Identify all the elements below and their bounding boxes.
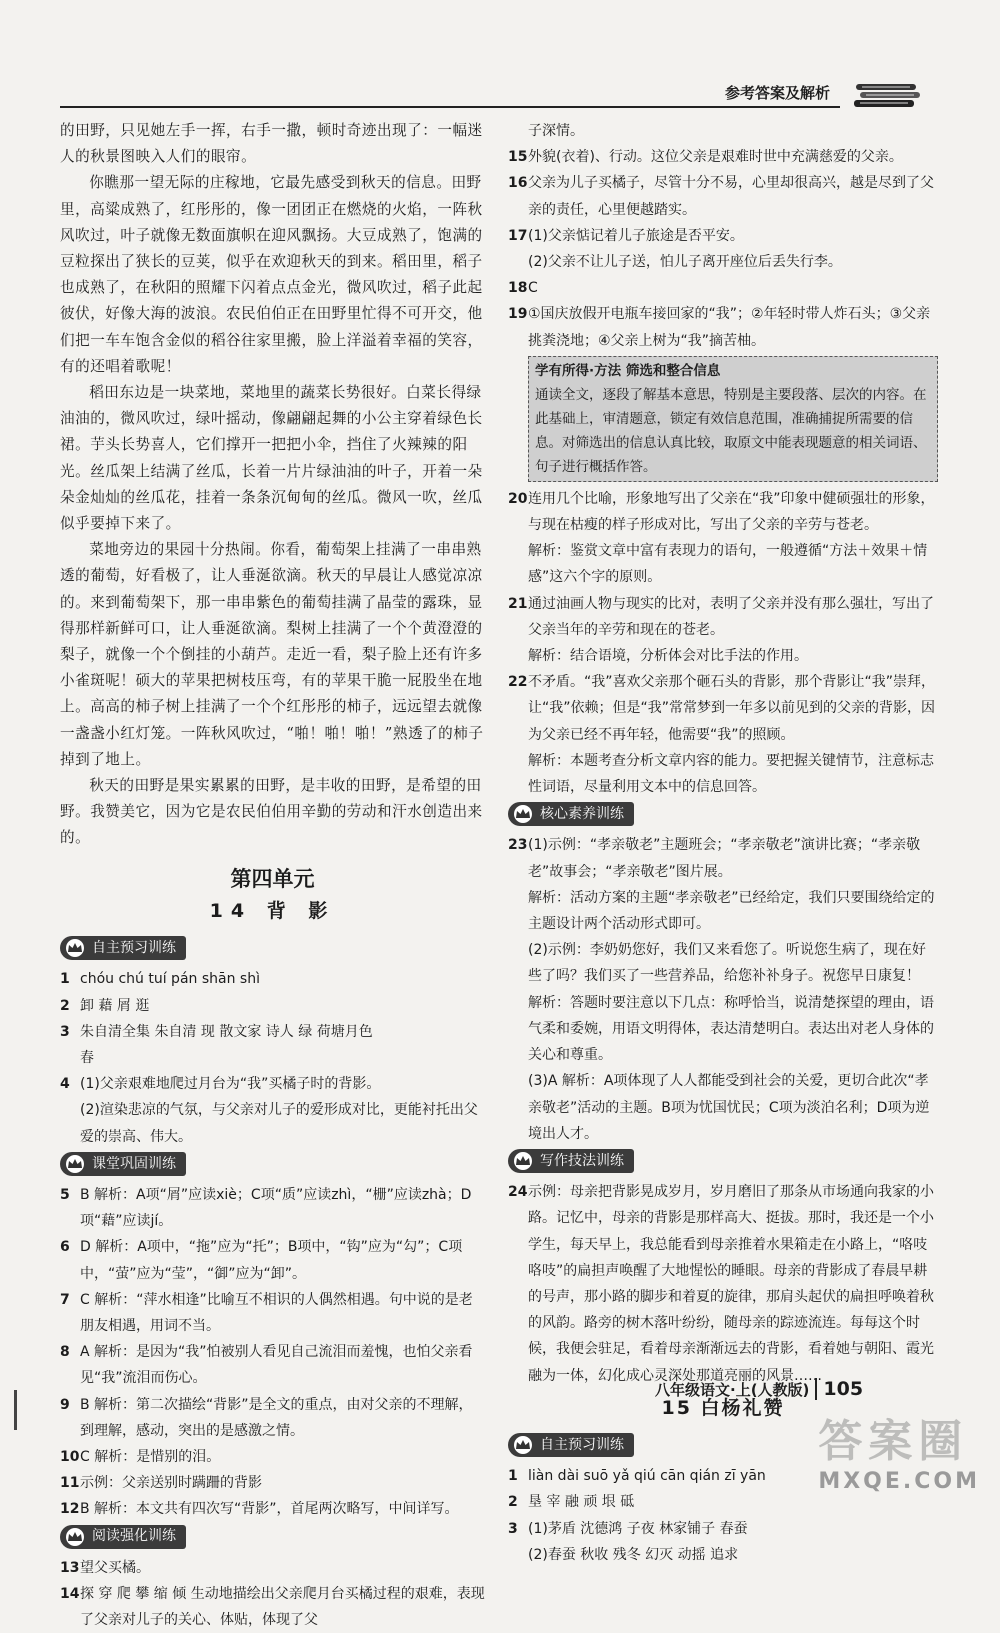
item-number: 14 [60,1585,80,1602]
item-text: 示例：父亲送别时蹒跚的背影 [80,1475,262,1492]
item-number: 7 [60,1291,70,1308]
item-text: 外貌(衣着)、行动。这位父亲是艰难时世中充满慈爱的父亲。 [528,149,903,166]
item-number [508,1068,528,1147]
item-text: B 解析：A项“屑”应读xiè；C项“质”应读zhì，“栅”应读zhà；D项“藉”应读jí。 [80,1186,472,1230]
crown-icon [64,1155,86,1173]
item-number: 9 [60,1396,70,1413]
section-heading [508,1149,634,1173]
item-text: B 解析：第二次描绘“背影”是全文的重点，由对父亲的不理解，到理解，感动，突出的是感激之情。 [80,1396,473,1439]
essay-paragraph: 秋天的田野是果实累累的田野，是丰收的田野，是希望的田野。我赞美它，因为它是农民伯伯用辛勤的劳动和汗水创造出来的。 [60,777,483,847]
section-label: 阅读强化训练 [92,1528,176,1545]
method-tip-box [528,356,938,482]
section-label: 课堂巩固训练 [92,1155,176,1172]
left-column [60,118,485,1633]
answer-item [508,486,938,538]
answer-item [508,832,938,884]
item-number: 11 [60,1475,80,1492]
item-text: 解析：活动方案的主题“孝亲敬老”已经给定，我们只要围绕给定的主题设计两个活动形式即可。 [528,889,935,933]
item-text: (1)父亲惦记着儿子旅途是否平安。 [528,227,744,244]
answer-item [508,538,938,590]
item-text: 通过油画人物与现实的比对，表明了父亲并没有那么强壮，写出了父亲当年的辛劳和现在的苍老。 [528,595,934,638]
answer-item [60,1071,485,1097]
item-text: 解析：本题考查分析文章内容的能力。要把握关键情节，注意标志性词语，尽量利用文本中的信息回答。 [528,752,934,796]
method-tip-heading: 学有所得·方法 筛选和整合信息 [535,362,721,379]
item-number: 3 [508,1520,518,1537]
crown-icon [512,1436,534,1454]
item-number: 3 [60,1023,70,1040]
item-text: (2)示例：李奶奶您好，我们又来看您了。听说您生病了，现在好些了吗？我们买了一些营养品，给您补补身子。祝您早日康复！ [528,942,926,985]
item-number [60,1097,80,1149]
item-number: 2 [60,997,70,1014]
answer-item [60,1097,485,1149]
item-number: 22 [508,674,528,691]
item-number [508,538,528,590]
lesson-title: 15 白杨礼赞 [661,1396,785,1419]
item-number [508,1542,528,1568]
answer-item [508,990,938,1069]
item-text: 子深情。 [528,123,584,139]
item-text: (2)父亲不让儿子送，怕儿子离开座位后丢失行李。 [528,254,842,271]
crown-icon [512,805,534,823]
essay-paragraph: 菜地旁边的果园十分热闹。你看，葡萄架上挂满了一串串熟透的葡萄，好看极了，让人垂涎欲滴。秋天的早晨让人感觉凉凉的。来到葡萄架下，那一串串紫色的葡萄挂满了晶莹的露珠，显得那样新鲜可口，让人垂涎欲滴。梨树上挂满了一个个黄澄澄的梨子，就像一个个倒挂的小葫芦。走近一看，梨子脸上还有许多小雀斑呢！硕大的苹果把树枝压弯，有的苹果干脆一屁股坐在地上。高高的柿子树上挂满了一个个红彤彤的柿子，远远望去就像一盏盏小红灯笼。一阵秋风吹过，“啪！啪！啪！”熟透了的柿子掉到了地上。 [60,541,484,768]
right-column [508,118,938,1568]
section-label: 写作技法训练 [540,1152,624,1169]
item-text: 连用几个比喻，形象地写出了父亲在“我”印象中健硕强壮的形象，与现在枯瘦的样子形成对比，写出了父亲的辛劳与苍老。 [528,490,935,534]
item-text: 望父买橘。 [80,1559,150,1576]
answer-item [60,1444,485,1470]
answer-item [508,144,938,170]
answer-item [60,1581,485,1633]
item-text: 春 [80,1049,94,1066]
section-heading [508,1433,634,1457]
answer-item [508,275,938,301]
item-number: 17 [508,227,528,244]
section-heading [60,1525,186,1549]
model-essay [60,118,485,852]
item-text: ①国庆放假开电瓶车接回家的“我”；②年轻时带人炸石头；③父亲挑粪浇地；④父亲上树为“我”摘苦柚。 [528,306,931,349]
page-number: 105 [815,1378,863,1400]
item-number [508,748,528,800]
answer-item [508,591,938,643]
item-number: 10 [60,1448,80,1465]
answer-item [508,748,938,800]
item-number [508,937,528,989]
item-number: 16 [508,175,528,192]
item-number: 23 [508,837,528,854]
section-heading [508,802,634,826]
item-text: (2)渲染悲凉的气氛，与父亲对儿子的爱形成对比，更能衬托出父爱的崇高、伟大。 [80,1102,478,1145]
item-text: 垦 宰 融 顽 垠 砥 [528,1494,635,1511]
margin-mark [14,1390,17,1430]
item-number: 24 [508,1184,528,1201]
answer-item [508,118,938,144]
item-text: C [528,280,538,297]
item-number: 1 [508,1468,518,1485]
item-text: chóu chú tuí pán shān shì [80,971,260,988]
item-text: (1)示例：“孝亲敬老”主题班会；“孝亲敬老”演讲比赛；“孝亲敬老”故事会；“孝亲敬老”图片展。 [528,837,921,880]
watermark-url: MXQE.COM [818,1469,980,1494]
essay-paragraph: 你瞧那一望无际的庄稼地，它最先感受到秋天的信息。田野里，高粱成熟了，红彤彤的，像一团团正在燃烧的火焰，一阵秋风吹过，叶子就像无数面旗帜在迎风飘扬。大豆成熟了，饱满的豆粒探出了狭长的豆荚，似乎在欢迎秋天的到来。稻田里，稻子也成熟了，在秋阳的照耀下闪着点点金光，微风吹过，稻子此起彼伏，好像大海的波浪。农民伯伯正在田野里忙得不可开交，他们把一车车饱含金似的稻谷往家里搬，脸上洋溢着幸福的笑容，有的还唱着歌呢！ [60,174,483,375]
item-text: 不矛盾。“我”喜欢父亲那个砸石头的背影，那个背影让“我”崇拜，让“我”依赖；但是“我”常常梦到一年多以前见到的父亲的背影，因为父亲已经不再年轻，他需要“我”的照顾。 [528,674,936,743]
answer-item [60,993,485,1019]
item-number: 15 [508,149,528,166]
lesson-title: 14 背 影 [209,899,336,922]
item-text: 父亲为儿子买橘子，尽管十分不易，心里却很高兴，越是尽到了父亲的责任，心里便越踏实。 [528,175,934,218]
item-number: 8 [60,1344,70,1361]
answer-item [508,223,938,249]
answer-item [508,937,938,989]
answer-item [508,1516,938,1542]
item-text: (1)茅盾 沈德鸿 子夜 林家铺子 春蚕 [528,1520,748,1537]
crown-icon [64,939,86,957]
crown-icon [64,1528,86,1546]
item-number: 21 [508,595,528,612]
item-number: 5 [60,1186,70,1203]
footer-book-label: 八年级语文·上(人教版) [655,1381,810,1399]
book-stack-icon [850,80,930,110]
item-number: 2 [508,1494,518,1511]
item-number [508,990,528,1069]
answer-item [508,643,938,669]
item-text: 解析：结合语境，分析体会对比手法的作用。 [528,648,808,665]
item-text: B 解析：本文共有四次写“背影”，首尾两次略写，中间详写。 [80,1501,459,1518]
method-tip-text: 通读全文，逐段了解基本意思，特别是主要段落、层次的内容。在此基础上，审清题意，锁定有效信息范围，准确捕捉所需要的信息。对筛选出的信息认真比较，取原文中能表现题意的相关词语、句子进行概括作答。 [535,386,927,475]
answer-item [60,1392,485,1444]
section-label: 自主预习训练 [540,1436,624,1453]
item-number: 1 [60,971,70,988]
header-title: 参考答案及解析 [724,84,830,102]
answer-item [508,249,938,275]
item-text: C 解析：是惜别的泪。 [80,1448,221,1465]
item-text: 解析：鉴赏文章中富有表现力的语句，一般遵循“方法＋效果＋情感”这六个字的原则。 [528,543,928,586]
answer-item [508,170,938,222]
item-number: 12 [60,1501,80,1518]
unit-title: 第四单元 [230,865,315,891]
item-text: 解析：答题时要注意以下几点：称呼恰当，说清楚探望的理由，语气柔和委婉，用语文明得体，表达清楚明白。表达出对老人身体的关心和尊重。 [528,994,934,1064]
answer-item [60,1182,485,1234]
item-number: 13 [60,1559,80,1576]
item-text: C 解析：“萍水相逢”比喻互不相识的人偶然相遇。句中说的是老朋友相遇，用词不当。 [80,1291,473,1334]
item-text: A 解析：是因为“我”怕被别人看见自己流泪而羞愧，也怕父亲看见“我”流泪而伤心。 [80,1344,473,1387]
item-text: liàn dài suō yǎ qiú cān qián zī yān [528,1468,766,1485]
item-number: 6 [60,1239,70,1256]
item-text: 探 穿 爬 攀 缩 倾 生动地描绘出父亲爬月台买橘过程的艰难，表现了父亲对儿子的关心、体贴，体现了父 [80,1585,485,1629]
answer-item [60,1555,485,1581]
answer-item [508,1179,938,1389]
section-label: 核心素养训练 [540,806,624,823]
item-number: 4 [60,1076,70,1093]
item-number [508,249,528,275]
item-text: (2)春蚕 秋收 残冬 幻灭 动摇 追求 [528,1546,739,1563]
item-number [60,1045,80,1071]
item-number [508,643,528,669]
site-watermark [818,1405,980,1494]
answer-item [508,1068,938,1147]
item-text: 朱自清全集 朱自清 现 散文家 诗人 绿 荷塘月色 [80,1023,373,1040]
answer-item [60,1019,485,1045]
item-number: 19 [508,306,528,323]
page-footer [655,1378,863,1400]
section-heading [60,1152,186,1176]
item-text: 卸 藉 屑 逛 [80,997,150,1014]
item-number: 18 [508,280,528,297]
item-number [508,885,528,937]
essay-paragraph: 稻田东边是一块菜地，菜地里的蔬菜长势很好。白菜长得绿油油的，微风吹过，绿叶摇动，像翩翩起舞的小公主穿着绿色长裙。芋头长势喜人，它们撑开一把把小伞，挡住了火辣辣的阳光。丝瓜架上结满了丝瓜，长着一片片绿油油的叶子，开着一朵朵金灿灿的丝瓜花，挂着一条条沉甸甸的丝瓜。微风一吹，丝瓜似乎要掉下来了。 [60,384,483,533]
item-number: 20 [508,490,528,507]
answer-item [508,301,938,353]
item-text: 示例：母亲把背影晃成岁月，岁月磨旧了那条从市场通向我家的小路。记忆中，母亲的背影是那样高大、挺拔。那时，我还是一个小学生，每天早上，我总能看到母亲推着水果箱走在小路上，“咯吱咯吱”的扁担声唤醒了大地惺忪的睡眼。母亲的背影成了春晨早耕的号声，那小路的脚步和着夏的旋律，那肩头起伏的扁担呼唤着秋的风韵。路旁的树木落叶纷纷，随母亲的踪迹流连。每每这个时候，我便会驻足，看着母亲渐渐远去的背影，看着她与朝阳、霞光融为一体，幻化成心灵深处那道亮丽的风景…… [528,1184,934,1384]
crown-icon [512,1152,534,1170]
answer-item [60,1496,485,1522]
header-rule [60,106,840,108]
section-heading [60,936,186,960]
answer-item [60,1045,485,1071]
answer-item [508,885,938,937]
item-text: (3)A 解析：A项体现了人人都能受到社会的关爱，更切合此次“孝亲敬老”活动的主题。B项为忧国忧民；C项为淡泊名利；D项为逆境出人才。 [528,1073,930,1142]
watermark-logo: 答案圈 [818,1416,969,1467]
page-header [60,80,930,110]
answer-item [60,1287,485,1339]
item-number [508,118,528,144]
essay-paragraph: 的田野，只见她左手一挥，右手一撒，顿时奇迹出现了：一幅迷人的秋景图映入人们的眼帘。 [60,122,483,166]
answer-item [508,1542,938,1568]
answer-item [60,1470,485,1496]
answer-item [60,1339,485,1391]
answer-item [508,669,938,748]
item-text: (1)父亲艰难地爬过月台为“我”买橘子时的背影。 [80,1076,381,1093]
item-text: D 解析：A项中，“拖”应为“托”；B项中，“钩”应为“勾”；C项中，“萤”应为“莹”，“御”应为“卸”。 [80,1239,463,1282]
answer-item [60,966,485,992]
section-label: 自主预习训练 [92,940,176,956]
answer-item [60,1234,485,1286]
